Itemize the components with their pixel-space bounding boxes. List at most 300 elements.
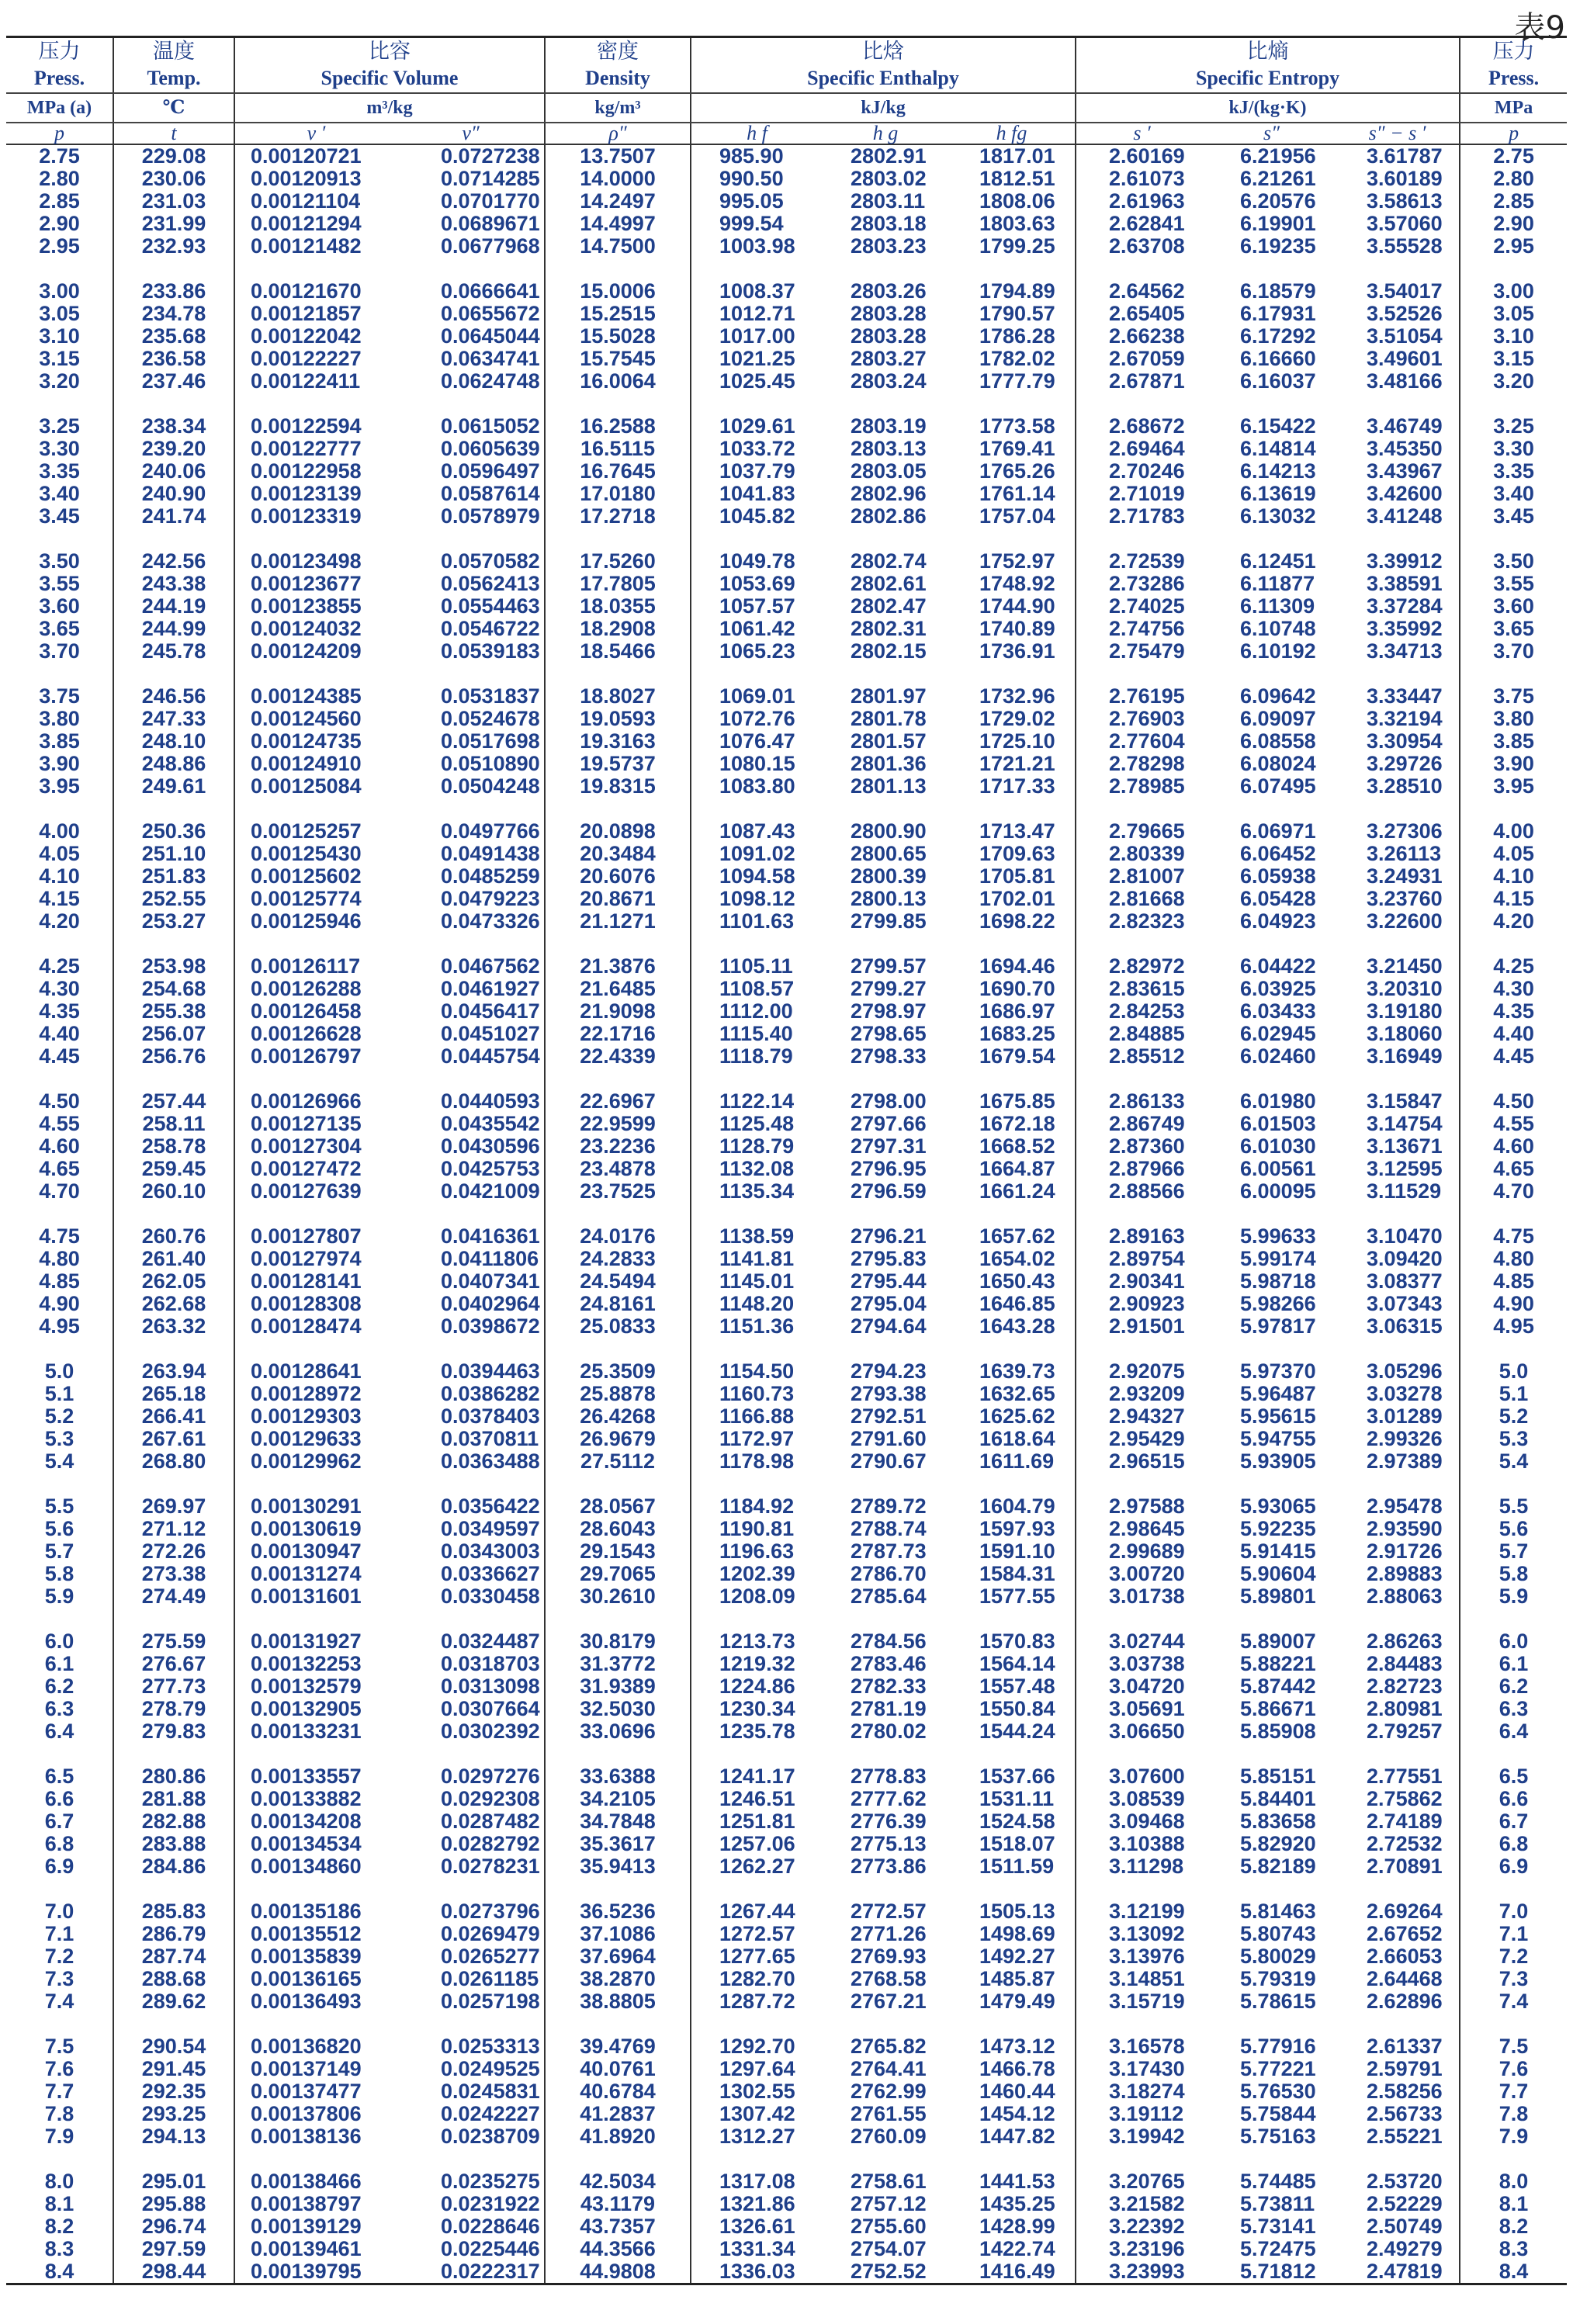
cell-pressure: 5.5 [44, 1494, 74, 1518]
cell-v-prime: 0.00125084 [234, 775, 397, 798]
table-row [6, 910, 1567, 933]
cell-pressure: 3.70 [39, 639, 80, 663]
cell-s-prime: 2.99689 [1076, 1540, 1207, 1563]
cell-s-difference: 3.18060 [1367, 1022, 1443, 1045]
cell-v-double-prime: 0.0386282 [441, 1382, 540, 1405]
cell-v-prime: 0.00134534 [234, 1833, 397, 1855]
spacer-cell [234, 1068, 397, 1090]
cell-temperature: 292.35 [113, 2080, 234, 2103]
cell-temperature: 262.68 [113, 1293, 234, 1315]
cell-pressure: 7.6 [44, 2057, 74, 2080]
cell-h-f: 1172.97 [691, 1428, 823, 1450]
cell-s-difference: 3.32194 [1367, 707, 1443, 730]
cell-pressure-right: 4.25 [1460, 955, 1567, 978]
cell-h-g: 2782.33 [851, 1675, 927, 1698]
cell-pressure: 3.20 [39, 369, 80, 393]
cell-h-fg: 1769.41 [979, 437, 1055, 460]
cell-h-fg: 1473.12 [979, 2035, 1055, 2058]
cell-v-double-prime: 0.0261185 [441, 1967, 539, 1990]
cell-v-prime: 0.00138136 [234, 2125, 397, 2148]
spacer-cell [1076, 2013, 1207, 2035]
spacer-cell [1336, 1743, 1460, 1765]
cell-v-prime: 0.00123855 [234, 595, 397, 618]
cell-s-double-prime: 5.93065 [1240, 1494, 1316, 1518]
cell-v-double-prime: 0.0655672 [441, 302, 540, 325]
cell-h-fg: 1790.57 [979, 302, 1055, 325]
cell-pressure-right: 5.9 [1460, 1585, 1567, 1608]
cell-s-double-prime: 6.00095 [1240, 1179, 1316, 1203]
cell-h-fg: 1679.54 [979, 1044, 1055, 1068]
cell-s-double-prime: 6.12451 [1240, 549, 1316, 573]
cell-s-double-prime: 6.15422 [1240, 414, 1316, 438]
cell-h-fg: 1786.28 [979, 324, 1055, 348]
cell-h-f: 1072.76 [691, 708, 823, 730]
cell-pressure: 2.85 [39, 189, 80, 213]
cell-s-prime: 3.16578 [1076, 2035, 1207, 2058]
cell-pressure-right: 4.20 [1460, 910, 1567, 933]
cell-s-difference: 3.52526 [1367, 302, 1443, 325]
cell-s-difference: 3.60189 [1367, 167, 1443, 190]
cell-temperature: 295.01 [113, 2170, 234, 2193]
cell-s-difference: 3.03278 [1367, 1382, 1443, 1405]
cell-pressure-right: 5.8 [1460, 1563, 1567, 1585]
spacer-cell [397, 1878, 545, 1900]
cell-v-double-prime: 0.0677968 [441, 234, 540, 258]
cell-density: 19.3163 [545, 730, 691, 753]
cell-temperature: 253.27 [113, 910, 234, 933]
cell-v-prime: 0.00123677 [234, 573, 397, 595]
spacer-cell [1207, 258, 1336, 280]
spacer-cell [545, 798, 691, 820]
cell-h-f: 1128.79 [691, 1135, 823, 1158]
cell-v-prime: 0.00133882 [234, 1788, 397, 1810]
cell-temperature: 278.79 [113, 1698, 234, 1720]
cell-h-f: 1003.98 [691, 235, 823, 258]
cell-density: 16.2588 [545, 415, 691, 438]
spacer-cell [1076, 258, 1207, 280]
cell-s-prime: 2.67871 [1076, 370, 1207, 393]
spacer-cell [1207, 663, 1336, 685]
cell-s-difference: 3.23760 [1367, 887, 1443, 910]
spacer-cell [234, 1338, 397, 1360]
cell-v-double-prime: 0.0253313 [441, 2035, 540, 2058]
cell-v-double-prime: 0.0245831 [441, 2080, 540, 2103]
cell-v-double-prime: 0.0467562 [441, 954, 540, 978]
cell-h-fg: 1591.10 [979, 1540, 1055, 1563]
spacer-cell [6, 1068, 113, 1090]
header-density-cn: 密度 [545, 37, 691, 65]
cell-h-f: 1087.43 [691, 820, 823, 843]
spacer-cell [234, 393, 397, 415]
cell-s-prime: 2.68672 [1076, 415, 1207, 438]
cell-density: 17.0180 [545, 483, 691, 505]
cell-h-f: 1021.25 [691, 348, 823, 370]
cell-h-fg: 1686.97 [979, 999, 1055, 1023]
cell-s-double-prime: 6.06971 [1240, 819, 1316, 843]
cell-s-prime: 3.00720 [1076, 1563, 1207, 1585]
spacer-cell [691, 2148, 823, 2170]
cell-h-g: 2803.28 [851, 302, 927, 325]
cell-h-g: 2803.23 [851, 234, 927, 258]
cell-temperature: 238.34 [113, 415, 234, 438]
cell-pressure-right: 4.85 [1460, 1270, 1567, 1293]
cell-s-prime: 2.69464 [1076, 438, 1207, 460]
group-spacer [6, 933, 1567, 955]
cell-pressure: 4.45 [39, 1044, 80, 1068]
spacer-cell [1207, 1203, 1336, 1225]
cell-v-double-prime: 0.0238709 [441, 2125, 540, 2148]
cell-v-double-prime: 0.0504248 [441, 774, 540, 798]
cell-density: 40.6784 [545, 2080, 691, 2103]
spacer-cell [1460, 1473, 1567, 1495]
cell-pressure-right: 2.80 [1460, 168, 1567, 190]
cell-s-double-prime: 5.91415 [1240, 1540, 1316, 1563]
cell-v-prime: 0.00122042 [234, 325, 397, 348]
cell-s-difference: 3.15847 [1367, 1089, 1443, 1113]
cell-v-double-prime: 0.0624748 [441, 369, 540, 393]
cell-s-prime: 2.89163 [1076, 1225, 1207, 1248]
spacer-cell [1460, 2013, 1567, 2035]
cell-h-fg: 1570.83 [979, 1630, 1055, 1653]
cell-density: 19.5737 [545, 753, 691, 775]
spacer-cell [545, 2013, 691, 2035]
cell-h-fg: 1782.02 [979, 347, 1055, 370]
spacer-cell [545, 1878, 691, 1900]
cell-pressure-right: 3.90 [1460, 753, 1567, 775]
cell-v-double-prime: 0.0349597 [441, 1517, 540, 1540]
cell-temperature: 275.59 [113, 1630, 234, 1653]
cell-h-g: 2800.13 [851, 887, 927, 910]
cell-v-prime: 0.00124385 [234, 685, 397, 708]
cell-s-double-prime: 5.79319 [1240, 1967, 1316, 1990]
cell-h-fg: 1683.25 [979, 1022, 1055, 1045]
table-row [6, 1698, 1567, 1720]
symbol-rho-double-prime: ρ″ [545, 123, 691, 144]
cell-v-prime: 0.00138466 [234, 2170, 397, 2193]
symbol-p: p [6, 123, 113, 144]
cell-v-double-prime: 0.0228646 [441, 2215, 540, 2238]
cell-h-fg: 1479.49 [979, 1990, 1055, 2013]
cell-s-prime: 3.19112 [1076, 2103, 1207, 2125]
cell-s-double-prime: 5.80029 [1240, 1945, 1316, 1968]
cell-pressure-right: 3.55 [1460, 573, 1567, 595]
cell-density: 21.6485 [545, 978, 691, 1000]
spacer-cell [823, 663, 948, 685]
cell-h-fg: 1537.66 [979, 1765, 1055, 1788]
symbol-v-prime: v ′ [234, 123, 397, 144]
cell-h-g: 2801.97 [851, 684, 927, 708]
cell-h-fg: 1632.65 [979, 1382, 1055, 1405]
spacer-cell [113, 1338, 234, 1360]
cell-h-fg: 1531.11 [979, 1787, 1055, 1810]
cell-pressure-right: 8.3 [1460, 2238, 1567, 2260]
cell-h-g: 2803.26 [851, 279, 927, 303]
cell-pressure-right: 3.75 [1460, 685, 1567, 708]
cell-s-difference: 3.46749 [1367, 414, 1443, 438]
cell-h-fg: 1518.07 [979, 1832, 1055, 1855]
cell-v-double-prime: 0.0485259 [441, 864, 540, 888]
cell-s-difference: 3.13671 [1367, 1134, 1443, 1158]
table-row [6, 1450, 1567, 1473]
cell-s-difference: 2.79257 [1367, 1720, 1443, 1743]
cell-s-double-prime: 5.82920 [1240, 1832, 1316, 1855]
table-row [6, 213, 1567, 235]
cell-pressure-right: 3.00 [1460, 280, 1567, 303]
cell-pressure-right: 8.1 [1460, 2193, 1567, 2215]
spacer-cell [1336, 393, 1460, 415]
cell-h-f: 1302.55 [691, 2080, 823, 2103]
cell-s-difference: 3.38591 [1367, 572, 1443, 595]
cell-density: 14.7500 [545, 235, 691, 258]
table-row [6, 1855, 1567, 1878]
cell-pressure: 4.85 [39, 1269, 80, 1293]
cell-pressure: 4.40 [39, 1022, 80, 1045]
cell-pressure-right: 5.6 [1460, 1518, 1567, 1540]
cell-pressure-right: 3.70 [1460, 640, 1567, 663]
cell-pressure-right: 4.90 [1460, 1293, 1567, 1315]
cell-h-f: 1190.81 [691, 1518, 823, 1540]
cell-density: 20.3484 [545, 843, 691, 865]
cell-s-difference: 2.69264 [1367, 1900, 1443, 1923]
spacer-cell [1076, 528, 1207, 550]
cell-v-double-prime: 0.0517698 [441, 729, 540, 753]
spacer-cell [823, 1878, 948, 1900]
cell-h-g: 2793.38 [851, 1382, 927, 1405]
cell-pressure: 8.3 [44, 2237, 74, 2260]
cell-s-difference: 3.01289 [1367, 1404, 1443, 1428]
cell-v-prime: 0.00121482 [234, 235, 397, 258]
cell-s-difference: 3.22600 [1367, 909, 1443, 933]
cell-s-double-prime: 6.13619 [1240, 482, 1316, 505]
cell-pressure: 3.10 [39, 324, 80, 348]
cell-v-prime: 0.00134860 [234, 1855, 397, 1878]
cell-h-g: 2798.65 [851, 1022, 927, 1045]
spacer-cell [113, 1068, 234, 1090]
cell-temperature: 288.68 [113, 1968, 234, 1990]
header-specific-enthalpy-cn: 比焓 [691, 37, 1076, 65]
spacer-cell [691, 1473, 823, 1495]
cell-pressure: 2.75 [39, 144, 80, 168]
cell-density: 25.0833 [545, 1315, 691, 1338]
cell-density: 20.6076 [545, 865, 691, 888]
cell-h-g: 2802.47 [851, 594, 927, 618]
cell-density: 35.9413 [545, 1855, 691, 1878]
cell-pressure: 3.15 [39, 347, 80, 370]
cell-s-difference: 3.43967 [1367, 459, 1443, 483]
spacer-cell [823, 393, 948, 415]
cell-v-double-prime: 0.0440593 [441, 1089, 540, 1113]
spacer-cell [1076, 1338, 1207, 1360]
cell-v-prime: 0.00121104 [234, 190, 397, 213]
cell-temperature: 231.99 [113, 213, 234, 235]
cell-h-g: 2784.56 [851, 1630, 927, 1653]
cell-h-g: 2794.64 [851, 1314, 927, 1338]
cell-s-difference: 2.91726 [1367, 1540, 1443, 1563]
cell-h-f: 1069.01 [691, 685, 823, 708]
cell-s-difference: 3.09420 [1367, 1247, 1443, 1270]
cell-temperature: 276.67 [113, 1653, 234, 1675]
cell-h-f: 1262.27 [691, 1855, 823, 1878]
cell-s-difference: 2.93590 [1367, 1517, 1443, 1540]
table-row [6, 708, 1567, 730]
cell-pressure: 6.9 [44, 1855, 74, 1878]
spacer-cell [823, 1338, 948, 1360]
cell-h-g: 2767.21 [851, 1990, 927, 2013]
cell-h-fg: 1729.02 [979, 707, 1055, 730]
spacer-cell [1460, 528, 1567, 550]
cell-pressure: 5.0 [44, 1359, 74, 1383]
cell-h-f: 985.90 [691, 144, 823, 168]
cell-s-difference: 3.05296 [1367, 1359, 1443, 1383]
table-row [6, 1765, 1567, 1788]
cell-h-fg: 1611.69 [979, 1449, 1055, 1473]
cell-s-prime: 2.90341 [1076, 1270, 1207, 1293]
cell-s-double-prime: 6.21261 [1240, 167, 1316, 190]
spacer-cell [1207, 393, 1336, 415]
table-row [6, 2260, 1567, 2284]
table-row [6, 303, 1567, 325]
cell-s-double-prime: 5.78615 [1240, 1990, 1316, 2013]
cell-h-f: 1029.61 [691, 415, 823, 438]
cell-s-prime: 3.19942 [1076, 2125, 1207, 2148]
cell-v-prime: 0.00125946 [234, 910, 397, 933]
cell-s-prime: 2.61073 [1076, 168, 1207, 190]
table-row [6, 1630, 1567, 1653]
cell-s-difference: 3.48166 [1367, 369, 1443, 393]
table-row [6, 573, 1567, 595]
cell-temperature: 284.86 [113, 1855, 234, 1878]
cell-v-prime: 0.00136820 [234, 2035, 397, 2058]
cell-density: 26.9679 [545, 1428, 691, 1450]
cell-s-prime: 2.97588 [1076, 1495, 1207, 1518]
cell-h-fg: 1690.70 [979, 977, 1055, 1000]
cell-density: 43.7357 [545, 2215, 691, 2238]
cell-s-difference: 2.64468 [1367, 1967, 1443, 1990]
cell-v-prime: 0.00128474 [234, 1315, 397, 1338]
table-row [6, 483, 1567, 505]
cell-h-g: 2802.15 [851, 639, 927, 663]
cell-v-double-prime: 0.0645044 [441, 324, 540, 348]
cell-v-double-prime: 0.0510890 [441, 752, 540, 775]
cell-v-prime: 0.00124735 [234, 730, 397, 753]
cell-temperature: 280.86 [113, 1765, 234, 1788]
cell-h-fg: 1428.99 [979, 2215, 1055, 2238]
cell-h-g: 2760.09 [851, 2125, 927, 2148]
cell-s-difference: 2.74189 [1367, 1810, 1443, 1833]
symbol-p-right: p [1460, 123, 1567, 144]
cell-pressure-right: 4.65 [1460, 1158, 1567, 1180]
cell-v-double-prime: 0.0546722 [441, 617, 540, 640]
cell-h-f: 1135.34 [691, 1180, 823, 1203]
symbol-s-prime: s ′ [1076, 123, 1207, 144]
cell-v-prime: 0.00125602 [234, 865, 397, 888]
spacer-cell [823, 258, 948, 280]
cell-h-f: 1307.42 [691, 2103, 823, 2125]
spacer-cell [6, 1608, 113, 1630]
cell-h-fg: 1799.25 [979, 234, 1055, 258]
cell-pressure-right: 6.3 [1460, 1698, 1567, 1720]
cell-density: 17.5260 [545, 550, 691, 573]
cell-h-fg: 1447.82 [979, 2125, 1055, 2148]
cell-s-prime: 2.72539 [1076, 550, 1207, 573]
cell-h-fg: 1577.55 [979, 1585, 1055, 1608]
spacer-cell [397, 2013, 545, 2035]
cell-pressure-right: 4.30 [1460, 978, 1567, 1000]
cell-pressure-right: 3.30 [1460, 438, 1567, 460]
cell-h-fg: 1748.92 [979, 572, 1055, 595]
cell-temperature: 269.97 [113, 1495, 234, 1518]
cell-h-g: 2803.28 [851, 324, 927, 348]
cell-v-double-prime: 0.0302392 [441, 1720, 540, 1743]
cell-h-fg: 1485.87 [979, 1967, 1055, 1990]
spacer-cell [113, 1473, 234, 1495]
cell-v-prime: 0.00132905 [234, 1698, 397, 1720]
group-spacer [6, 663, 1567, 685]
spacer-cell [823, 1608, 948, 1630]
cell-s-double-prime: 5.92235 [1240, 1517, 1316, 1540]
cell-pressure: 3.30 [39, 437, 80, 460]
cell-s-difference: 3.12595 [1367, 1157, 1443, 1180]
cell-s-difference: 2.62896 [1367, 1990, 1443, 2013]
cell-s-double-prime: 5.71812 [1207, 2260, 1336, 2284]
cell-h-fg: 1654.02 [979, 1247, 1055, 1270]
cell-s-double-prime: 6.14213 [1240, 459, 1316, 483]
cell-s-double-prime: 6.03925 [1240, 977, 1316, 1000]
cell-s-difference: 3.06315 [1367, 1314, 1443, 1338]
unit-density: kg/m³ [545, 93, 691, 123]
cell-h-g: 2796.21 [851, 1224, 927, 1248]
cell-s-difference: 2.66053 [1367, 1945, 1443, 1968]
table-row [6, 1045, 1567, 1068]
cell-h-fg: 1646.85 [979, 1292, 1055, 1315]
cell-pressure: 4.05 [39, 842, 80, 865]
cell-temperature: 240.06 [113, 460, 234, 483]
cell-pressure: 4.90 [39, 1292, 80, 1315]
cell-temperature: 290.54 [113, 2035, 234, 2058]
cell-temperature: 234.78 [113, 303, 234, 325]
cell-v-prime: 0.00134208 [234, 1810, 397, 1833]
cell-h-g: 2803.18 [851, 212, 927, 235]
cell-h-f: 1202.39 [691, 1563, 823, 1585]
cell-s-prime: 3.17430 [1076, 2058, 1207, 2080]
cell-h-g: 2798.97 [851, 999, 927, 1023]
cell-pressure: 4.75 [39, 1224, 80, 1248]
table-row [6, 1315, 1567, 1338]
cell-s-prime: 3.05691 [1076, 1698, 1207, 1720]
cell-h-g: 2802.31 [851, 617, 927, 640]
table-row [6, 325, 1567, 348]
cell-h-f: 1008.37 [691, 280, 823, 303]
cell-v-prime: 0.00133231 [234, 1720, 397, 1743]
cell-h-g: 2801.78 [851, 707, 927, 730]
cell-pressure-right: 7.5 [1460, 2035, 1567, 2058]
cell-temperature: 272.26 [113, 1540, 234, 1563]
cell-pressure: 6.0 [44, 1630, 74, 1653]
cell-v-prime: 0.00139129 [234, 2215, 397, 2238]
cell-h-g: 2775.13 [851, 1832, 927, 1855]
cell-h-g: 2787.73 [851, 1540, 927, 1563]
cell-v-double-prime: 0.0473326 [441, 909, 540, 933]
table-row [6, 438, 1567, 460]
spacer-cell [234, 1608, 397, 1630]
cell-s-prime: 2.84253 [1076, 1000, 1207, 1023]
cell-v-double-prime: 0.0398672 [441, 1314, 540, 1338]
spacer-cell [1076, 663, 1207, 685]
cell-v-prime: 0.00128141 [234, 1270, 397, 1293]
cell-density: 30.2610 [545, 1585, 691, 1608]
spacer-cell [397, 2148, 545, 2170]
cell-pressure-right: 7.9 [1460, 2125, 1567, 2148]
